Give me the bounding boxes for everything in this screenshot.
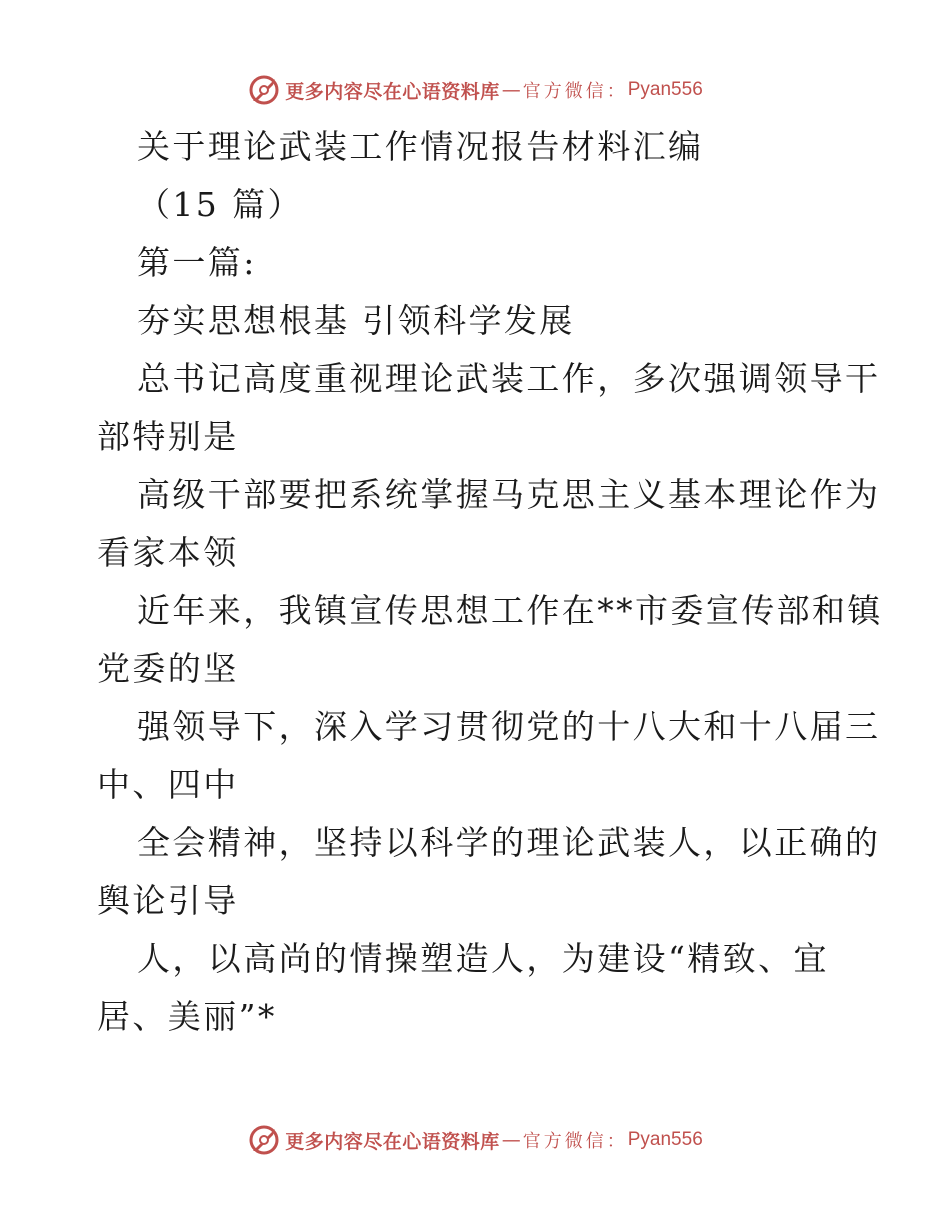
paragraph-line: 近年来，我镇宣传思想工作在**市委宣传部和镇 (137, 591, 883, 630)
paragraph-line: 舆论引导 (97, 881, 239, 920)
paragraph-line: 居、美丽”* (97, 997, 277, 1036)
paragraph-line: 党委的坚 (97, 649, 239, 688)
pen-logo-icon (247, 73, 281, 107)
watermark-label: 官方微信： (522, 81, 628, 102)
pen-logo-icon (247, 1123, 281, 1157)
footer-watermark (0, 1120, 950, 1160)
paragraph-line: 看家本领 (97, 533, 239, 572)
paragraph-line: 高级干部要把系统掌握马克思主义基本理论作为 (137, 475, 881, 514)
watermark-label: 官方微信： (522, 1131, 628, 1152)
header-watermark (0, 70, 950, 110)
watermark-main-text: 更多内容尽在心语资料库 (285, 80, 500, 103)
paragraph-line: 总书记高度重视理论武装工作，多次强调领导干 (137, 359, 881, 398)
section-label: 第一篇: (137, 243, 257, 282)
document-body (97, 118, 883, 1046)
paragraph-line: 人，以高尚的情操塑造人，为建设“精致、宜 (137, 939, 829, 978)
watermark-dash: — (501, 1129, 521, 1151)
paragraph-line: 部特别是 (97, 417, 239, 456)
paragraph-line: 中、四中 (97, 765, 239, 804)
watermark-id: Pyan556 (627, 79, 703, 100)
paragraph-line: 强领导下，深入学习贯彻党的十八大和十八届三 (137, 707, 881, 746)
watermark-id: Pyan556 (627, 1129, 703, 1150)
document-title: 关于理论武装工作情况报告材料汇编 (137, 127, 704, 166)
paragraph-line: 全会精神，坚持以科学的理论武装人，以正确的 (137, 823, 881, 862)
watermark-main-text: 更多内容尽在心语资料库 (285, 1130, 500, 1153)
watermark-dash: — (501, 79, 521, 101)
section-heading: 夯实思想根基 引领科学发展 (137, 301, 575, 340)
document-count: （15 篇） (137, 185, 303, 224)
